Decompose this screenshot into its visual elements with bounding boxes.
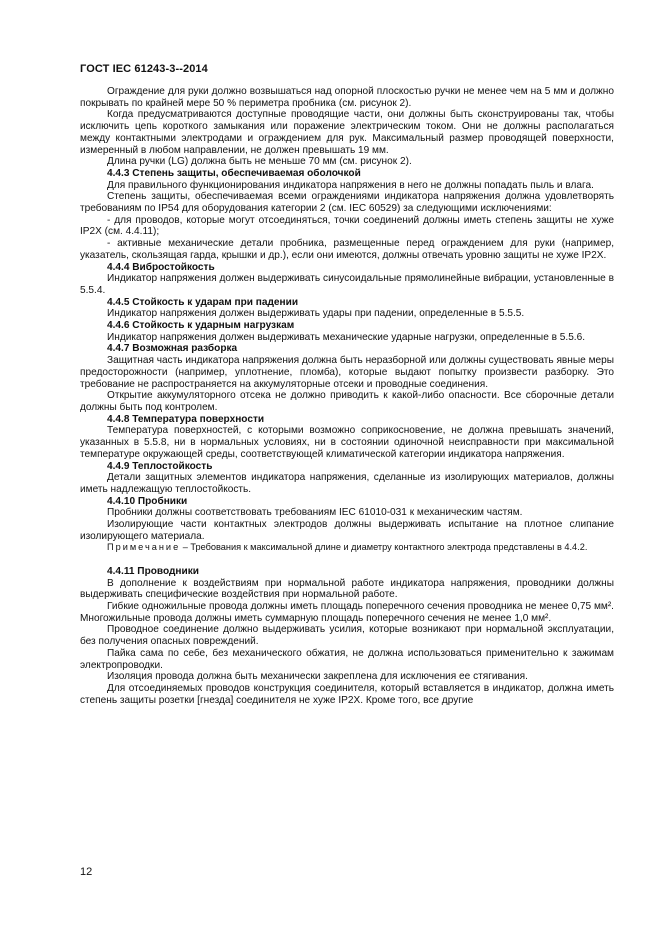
paragraph: Длина ручки (LG) должна быть не меньше 70 мм (см. рисунок 2). [107,156,412,168]
paragraph: Изоляция провода должна быть механически закреплена для исключения ее стягивания. [107,671,528,683]
paragraph: Защитная часть индикатора напряжения должна быть неразборной или должны существовать явные меры предосторожности (например, уплотнение, пломба), которые выдают попытку произвести разборку. Это требование не распространяется на аккумуляторные отсеки и проводные соединения. [80,355,614,390]
paragraph: Индикатор напряжения должен выдерживать удары при падении, определенные в 5.5.5. [107,308,525,320]
paragraph: В дополнение к воздействиям при нормальной работе индикатора напряжения, проводники должны выдерживать специфические воздействия при нормальной работе. [80,577,614,601]
document-body [80,86,614,706]
paragraph: Для отсоединяемых проводов конструкция соединителя, который вставляется в индикатор, должна иметь степень защиты розетки [гнезда] соединителя не хуже IP2X. Кроме того, все другие [80,682,614,706]
section-heading-4-4-3: 4.4.3 Степень защиты, обеспечиваемая оболочкой [107,167,361,179]
note-label: Примечание [107,542,181,553]
paragraph: Изолирующие части контактных электродов должны выдерживать испытание на плотное слипание изолирующего материала. [80,519,614,542]
section-heading-4-4-10: 4.4.10 Пробники [107,495,188,507]
note-text: – Требования к максимальной длине и диаметру контактного электрода представлены в 4.4.2. [180,542,588,553]
section-heading-4-4-5: 4.4.5 Стойкость к ударам при падении [107,296,299,308]
standard-designation: ГОСТ IEC 61243-3--2014 [80,63,208,75]
paragraph: Для правильного функционирования индикатора напряжения в него не должны попадать пыль и влага. [107,179,594,191]
paragraph: Ограждение для руки должно возвышаться над опорной плоскостью ручки не менее чем на 5 мм и должно покрывать по крайней мере 50 % периметра пробника (см. рисунок 2). [80,86,614,109]
section-heading-4-4-4: 4.4.4 Вибростойкость [107,261,215,273]
section-heading-4-4-11: 4.4.11 Проводники [107,565,199,577]
page-number: 12 [80,866,93,878]
paragraph: Детали защитных элементов индикатора напряжения, сделанные из изолирующих материалов, должны иметь надлежащую теплостойкость. [80,472,614,495]
paragraph: Пайка сама по себе, без механического обжатия, не должна использоваться применительно к зажимам электропроводки. [80,647,614,671]
paragraph: Открытие аккумуляторного отсека не должно приводить к какой-либо опасности. Все сборочные детали должны быть под контролем. [80,390,614,413]
section-heading-4-4-8: 4.4.8 Температура поверхности [107,413,265,425]
list-item: - активные механические детали пробника, размещенные перед ограждением для руки (например, указатель, скользящая гарда, крышки и др.), если они имеются, должны отвечать уровню защиты не хуже IP2X. [80,238,614,261]
paragraph: Степень защиты, обеспечиваемая всеми ограждениями индикатора напряжения должна удовлетворять требованиям по IP54 для оборудования категории 2 (см. IEC 60529) за следующими исключениями: [80,191,614,215]
paragraph: Пробники должны соответствовать требованиям IEC 61010-031 к механическим частям. [107,507,523,519]
section-heading-4-4-7: 4.4.7 Возможная разборка [107,343,238,355]
paragraph: Когда предусматриваются доступные проводящие части, они должны быть сконструированы так, чтобы исключить цепь короткого замыкания или поражение электрическим током. Они не должны располагаться между контактными электродами и ограждением для рук. Максимальный размер проводящей поверхности, измеренный в любом направлении, не должен превышать 19 мм. [80,109,614,156]
note [80,542,614,554]
paragraph: Температура поверхностей, с которыми возможно соприкосновение, не должна превышать значений, указанных в 5.5.8, ни в нормальных условиях, ни в состоянии одиночной неисправности при максимальной температуре окружающей среды, соответствующей климатической категории индикатора напряжения. [80,425,614,460]
paragraph: Проводное соединение должно выдерживать усилия, которые возникают при нормальной эксплуатации, без получения опасных повреждений. [80,624,614,648]
section-heading-4-4-6: 4.4.6 Стойкость к ударным нагрузкам [107,320,295,332]
paragraph: Индикатор напряжения должен выдерживать механические ударные нагрузки, определенные в 5.5.6. [107,331,586,343]
paragraph: Гибкие одножильные провода должны иметь площадь поперечного сечения проводника не менее 0,75 мм². Многожильные провода должны иметь суммарную площадь поперечного сечения не менее 1,0 мм². [80,601,614,624]
paragraph: Индикатор напряжения должен выдерживать синусоидальные прямолинейные вибрации, установленные в 5.5.4. [80,273,614,296]
section-heading-4-4-9: 4.4.9 Теплостойкость [107,460,213,472]
list-item: - для проводов, которые могут отсоединяться, точки соединений должны иметь степень защиты не хуже IP2X (см. 4.4.11); [80,214,614,238]
